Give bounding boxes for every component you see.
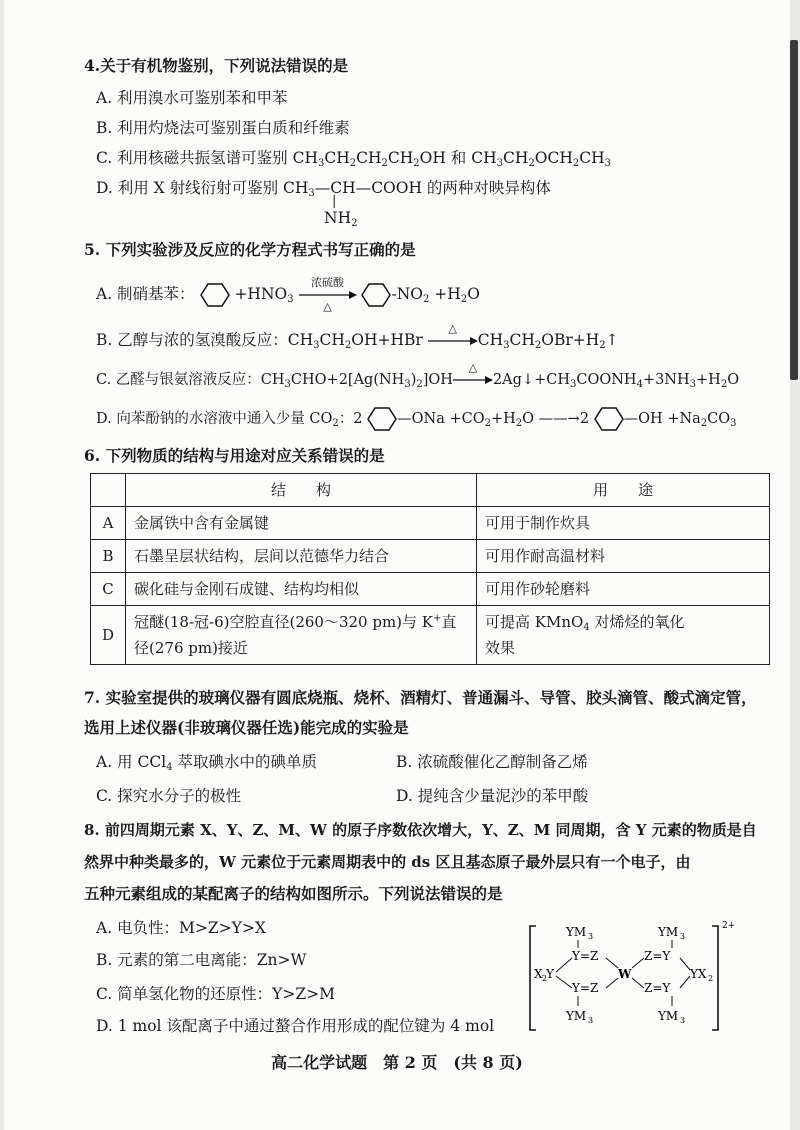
q4-option-a[interactable]: A. 利用溴水可鉴别苯和甲苯 (96, 89, 288, 107)
svg-text:2+: 2+ (722, 921, 736, 931)
benzene-ring-icon (200, 282, 230, 308)
svg-text:YM: YM (566, 925, 587, 939)
q8-option-c[interactable]: C. 简单氢化物的还原性：Y>Z>M (96, 985, 336, 1003)
q6-table (90, 473, 770, 665)
table-row[interactable]: B 石墨呈层状结构，层间以范德华力结合 可用作耐高温材料 (91, 540, 770, 573)
svg-text:3: 3 (680, 932, 686, 941)
q7-option-d[interactable]: D. 提纯含少量泥沙的苯甲酸 (396, 787, 589, 805)
svg-text:3: 3 (588, 932, 594, 941)
q8-stem: 8. 前四周期元素 X、Y、Z、M、W 的原子序数依次增大，Y、Z、M 同周期，含 Y 元素的物质是自 (84, 821, 757, 839)
q7-option-c[interactable]: C. 探究水分子的极性 (96, 787, 242, 805)
q8-option-d[interactable]: D. 1 mol 该配离子中通过螯合作用形成的配位键为 4 mol (96, 1017, 495, 1035)
page-edge-shadow (790, 40, 798, 380)
q7-stem-line2: 选用上述仪器(非玻璃仪器任选)能完成的实验是 (84, 718, 409, 737)
q8-option-a[interactable]: A. 电负性：M>Z>Y>X (96, 919, 266, 937)
q7-stem: 7. 实验室提供的玻璃仪器有圆底烧瓶、烧杯、酒精灯、普通漏斗、导管、胶头滴管、酸式滴定管， (84, 688, 757, 707)
reaction-arrow: 浓硫酸 △ (299, 285, 357, 305)
q6-stem: 6. 下列物质的结构与用途对应关系错误的是 (84, 446, 385, 465)
q5-option-c[interactable]: C. 乙醛与银氨溶液反应：$CH_3CHO+2[Ag(NH_3)_2]OH$ △ $2Ag↓+CH_3COONH_4+3NH_3+H_2O$ (96, 361, 740, 390)
svg-text:X: X (534, 967, 543, 981)
q4-option-b[interactable]: B. 利用灼烧法可鉴别蛋白质和纤维素 (96, 119, 350, 137)
svg-text:W: W (618, 967, 632, 981)
svg-text:YX: YX (690, 967, 707, 981)
q5-option-a[interactable]: A. 制硝基苯： $+HNO_3$ 浓硫酸 △ $-NO_2 +H_2O$ (96, 276, 480, 313)
q5-option-b[interactable]: B. 乙醇与浓的氢溴酸反应：$CH_3CH_2OH+HBr$ △ $CH_3CH_2OBr+H_2↑$ (96, 322, 619, 351)
q8-stem-line2: 然界中种类最多的，W 元素位于元素周期表中的 ds 区且基态原子最外层只有一个电子，由 (84, 853, 691, 871)
table-row[interactable]: C 碳化硅与金刚石成键、结构均相似 可用作砂轮磨料 (91, 573, 770, 606)
benzene-ring-icon (594, 406, 624, 432)
q4-option-c[interactable]: C. 利用核磁共振氢谱可鉴别 $CH_3CH_2CH_2CH_2OH$ 和 $CH_3CH_2OCH_2CH_3$ (96, 149, 611, 169)
q7-option-a[interactable]: A. 用 CCl$_4$ 萃取碘水中的碘单质 (96, 753, 317, 773)
q4-nh2-group: $NH_2$ (324, 209, 358, 229)
q8-option-b[interactable]: B. 元素的第二电离能：Zn>W (96, 951, 307, 969)
svg-text:2: 2 (542, 974, 548, 983)
exam-page: 4.关于有机物鉴别，下列说法错误的是 A. 利用溴水可鉴别苯和甲苯 B. 利用灼烧法可鉴别蛋白质和纤维素 C. 利用核磁共振氢谱可鉴别 $CH_3CH_2CH_2CH_2OH$ 和 $CH_3CH_2OCH_2CH_3$ D. 利用 X 射线衍射可鉴别 $CH_3—CH—COOH$ 的两种对映异构体 | $NH_2$ 5. 下列实验涉及反应的化学方程式书写正确的是 A. 制硝基苯： $+HNO_3$ 浓硫酸 △ $-NO_2 +H_2O$ B. 乙醇与浓的氢溴酸反应：$CH_3CH_2OH+HBr$ △ $CH_3CH_2OBr+H_2↑$ C. 乙醛与银氨溶液反应：$CH_3CHO+2[Ag(NH_3)_2]OH$ △ $2Ag↓+CH_3COONH_4+3NH_3+H_2O$ D. 向苯酚钠的水溶液中通入少量 $CO_2$：2 —ONa $+CO_2+H_2O$ ——→2 —OH $+Na_2CO_3$ 6. 下列物质的结构与用途对应关系错误的是 结 构 用 途 A 金属铁中含有金属键 可用于制作炊具 B 石墨呈层状结构，层间以范德华力结合 可用作耐高温材料 C 碳化硅与金刚石成键、结构均相似 可用作砂轮磨料 D 冠醚(18-冠-6)空腔直径(260～320 pm)与 K+直 径(276 pm)接近 可提高 KMnO$_4$ 对烯烃的氧化 效果 7. 实验室提供的玻璃仪器有圆底烧瓶、烧杯、酒精灯、普通漏斗、导管、胶头滴管、酸式滴定管， 选用上述仪器(非玻璃仪器任选)能完成的实验是 A. 用 CCl$_4$ 萃取碘水中的碘单质 B. 浓硫酸催化乙醇制备乙烯 C. 探究水分子的极性 D. 提纯含少量泥沙的苯甲酸 8. 前四周期元素 X、Y、Z、M、W 的原子序数依次增大，Y、Z、M 同周期，含 Y 元素的物质是自 然界中种类最多的，W 元素位于元素周期表中的 ds 区且基态原子最外层只有一个电子，由 五种元素组成的某配离子的结构如图所示。下列说法错误的是 A. 电负性：M>Z>Y>X B. 元素的第二电离能：Zn>W C. 简单氢化物的还原性：Y>Z>M D. 1 mol 该配离子中通过螯合作用形成的配位键为 4 mol 2+ YM 3 Y=Z Y=Z YM 3 X 2 Y W Z=Y Z=Y YM 3 YM 3 YX 2 高二化学试题 第 2 页 (共 8 页) (4, 0, 790, 1130)
header-structure: 结 构 (126, 474, 477, 507)
svg-text:YM: YM (566, 1009, 587, 1023)
svg-text:YM: YM (658, 925, 679, 939)
complex-ion-structure (526, 918, 746, 1038)
page-footer: 高二化学试题 第 2 页 (共 8 页) (271, 1053, 523, 1072)
q5-stem: 5. 下列实验涉及反应的化学方程式书写正确的是 (84, 240, 416, 259)
svg-text:Z=Y: Z=Y (644, 981, 671, 995)
svg-text:3: 3 (588, 1016, 594, 1025)
svg-text:Y=Z: Y=Z (572, 981, 599, 995)
table-header-row (91, 474, 770, 507)
q5-option-d[interactable]: D. 向苯酚钠的水溶液中通入少量 $CO_2$：2 —ONa $+CO_2+H_2O$ ——→2 —OH $+Na_2CO_3$ (96, 406, 737, 432)
table-row[interactable]: A 金属铁中含有金属键 可用于制作炊具 (91, 507, 770, 540)
svg-text:Z=Y: Z=Y (644, 949, 671, 963)
header-use: 用 途 (477, 474, 770, 507)
q7-option-b[interactable]: B. 浓硫酸催化乙醇制备乙烯 (396, 753, 588, 771)
svg-text:YM: YM (658, 1009, 679, 1023)
q4-stem: 4.关于有机物鉴别，下列说法错误的是 (84, 56, 349, 75)
svg-text:Y=Z: Y=Z (572, 949, 599, 963)
q4-option-d[interactable]: D. 利用 X 射线衍射可鉴别 $CH_3—CH—COOH$ 的两种对映异构体 (96, 179, 551, 199)
svg-text:Y: Y (546, 967, 554, 981)
benzene-ring-icon (367, 406, 397, 432)
svg-text:2: 2 (708, 974, 714, 983)
q8-stem-line3: 五种元素组成的某配离子的结构如图所示。下列说法错误的是 (84, 884, 503, 903)
benzene-ring-icon (361, 282, 391, 308)
table-row[interactable]: D 冠醚(18-冠-6)空腔直径(260～320 pm)与 K+直 径(276 pm)接近 可提高 KMnO$_4$ 对烯烃的氧化 效果 (91, 606, 770, 665)
svg-text:3: 3 (680, 1016, 686, 1025)
